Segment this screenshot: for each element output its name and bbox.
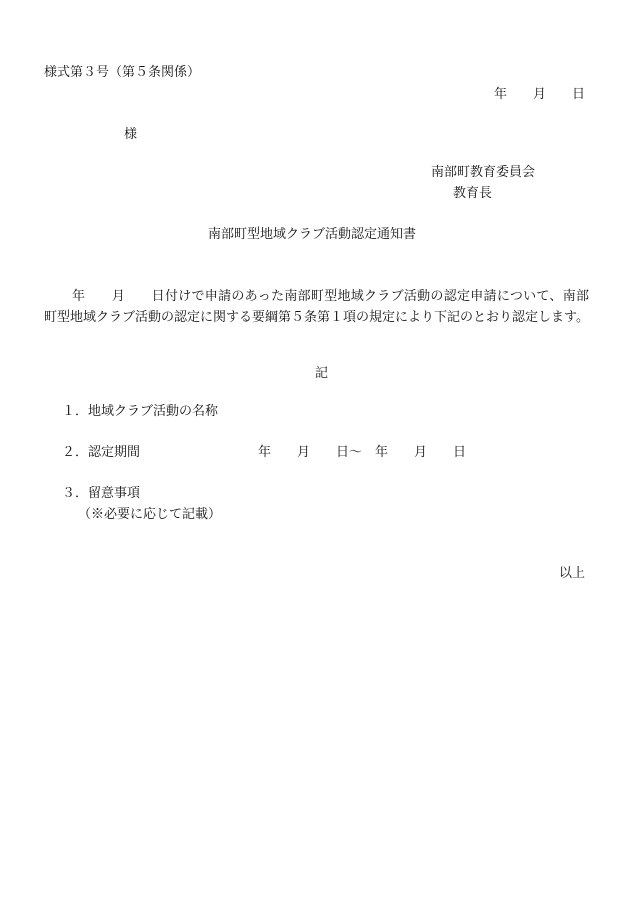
body-paragraph: 年 月 日付けで申請のあった南部町型地域クラブ活動の認定申請について、南部町型地域クラブ活動の認定に関する要綱第５条第１項の規定により下記のとおり認定します。 [44, 289, 589, 325]
document-title: 南部町型地域クラブ活動認定通知書 [208, 227, 417, 242]
ki-heading: 記 [315, 366, 329, 381]
date-year-label: 年 [494, 87, 508, 102]
certification-period-dates: 年 月 日〜 年 月 日 [258, 445, 467, 460]
addressee-suffix: 様 [124, 127, 138, 142]
form-id: 様式第３号（第５条関係） [44, 65, 201, 80]
item-notes: ３．留意事項 [62, 486, 141, 501]
date-month-label: 月 [533, 87, 547, 102]
date-line [494, 87, 585, 103]
item-club-name: １．地域クラブ活動の名称 [62, 404, 219, 419]
closing-mark: 以上 [559, 566, 586, 581]
notes-instruction: （※必要に応じて記載） [78, 507, 222, 522]
item-certification-period: ２．認定期間 [62, 445, 141, 460]
issuer-organization: 南部町教育委員会 [431, 165, 536, 180]
date-day-label: 日 [572, 87, 586, 102]
issuer-title: 教育長 [453, 186, 493, 201]
